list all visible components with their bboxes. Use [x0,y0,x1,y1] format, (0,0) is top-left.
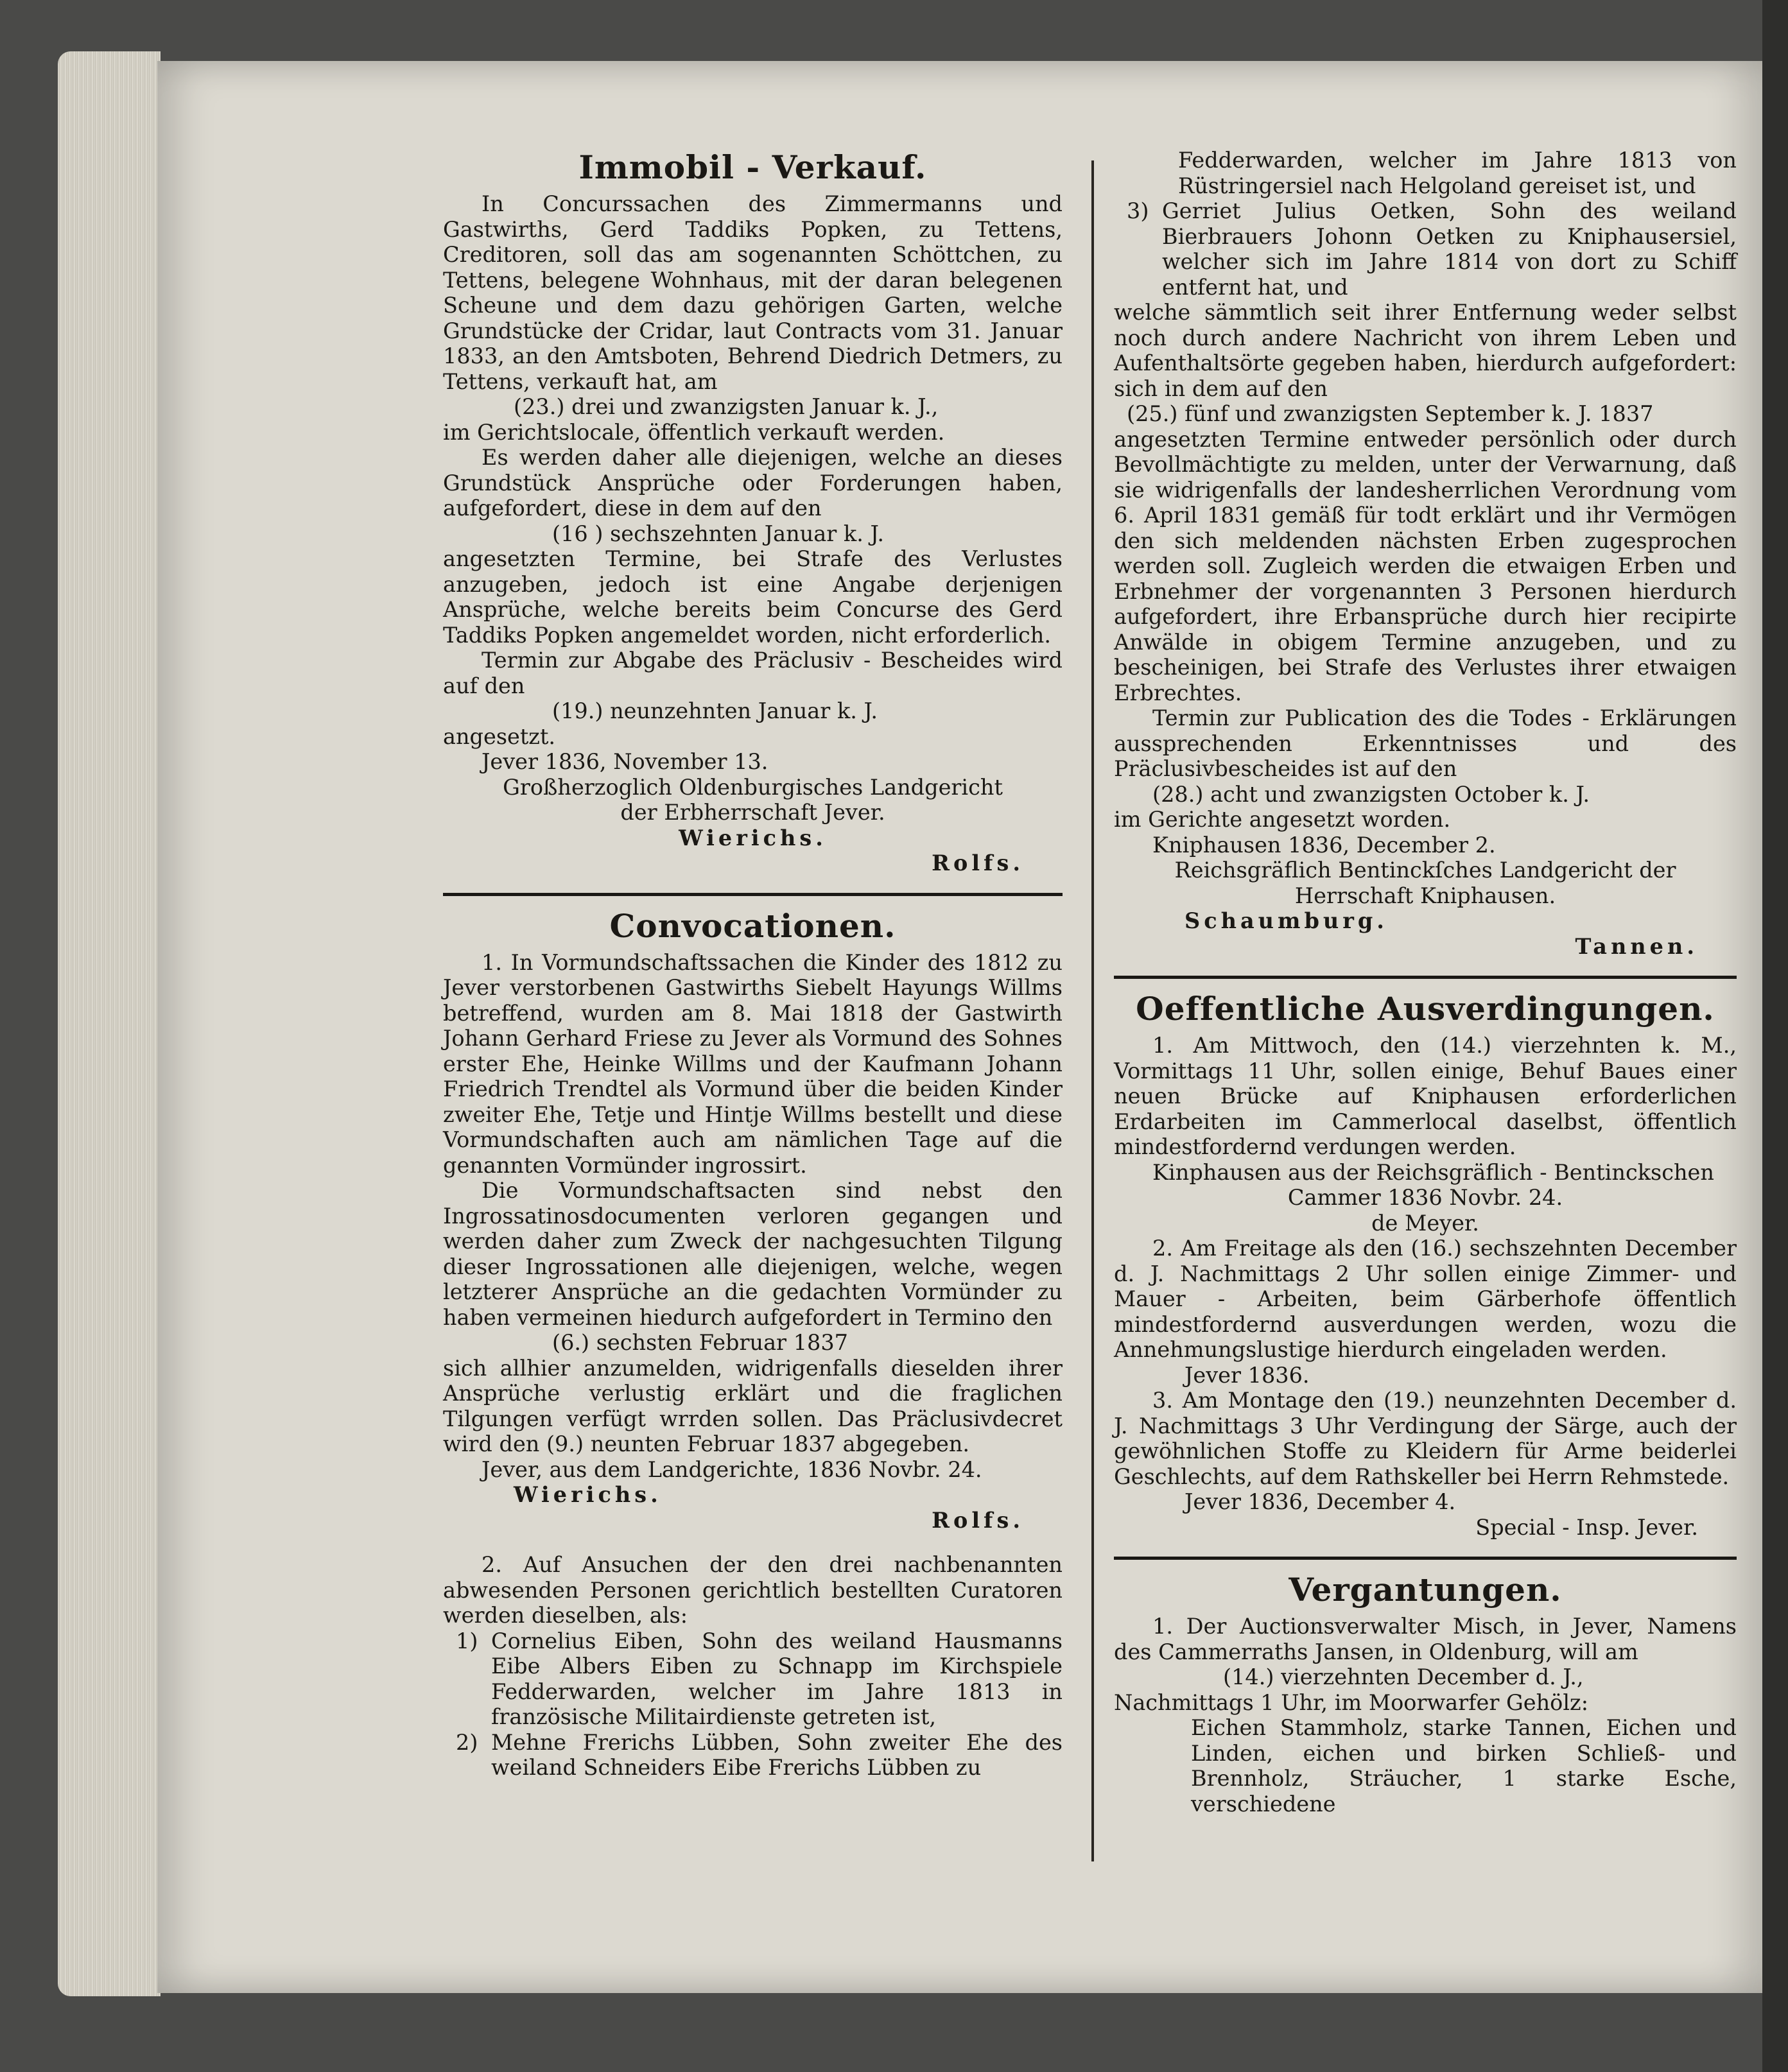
dateline: Kniphausen 1836, December 2. [1152,832,1496,858]
section-rule [443,893,1063,896]
column-divider [1091,160,1094,1861]
paragraph: im Gerichte angesetzt worden. [1114,807,1451,832]
date-line: (28.) acht und zwanzigsten October k. J. [1152,781,1590,807]
paragraph: 1. Der Auctionsverwalter Misch, in Jever, Namens des Cammerraths Jansen, in Oldenburg, will am [1114,1614,1737,1664]
signature: Wierichs. [679,825,827,850]
section-rule [1114,976,1737,979]
paragraph: Termin zur Publication des die Todes - Erklärungen aussprechenden Erkenntnisses und des Präclusivbescheides ist auf den [1114,705,1737,781]
paragraph: 2. Auf Ansuchen der den drei nachbenannten abwesenden Personen gerichtlich bestellten Curatoren werden dieselben, als: [443,1552,1063,1628]
left-column [443,148,1063,1781]
dateline: Jever 1836, December 4. [1185,1489,1456,1514]
court-name: Reichsgräflich Bentinckſches Landgericht der [1174,858,1676,883]
paragraph: 3. Am Montage den (19.) neunzehnten December d. J. Nachmittags 3 Uhr Verdingung der Särge, auch der gewöhnlichen Stoffe zu Kleidern für Arme beiderlei Geschlechts, auf dem Rathskeller bei Herrn Rehmstede. [1114,1388,1737,1489]
paragraph: welche sämmtlich seit ihrer Entfernung weder selbst noch durch andere Nachricht von ihrem Leben und Aufenthaltsörte gegeben haben, hierdurch aufgefordert: sich in dem auf den [1114,300,1737,401]
list-item [443,1730,1063,1781]
paragraph: Nachmittags 1 Uhr, im Moorwarfer Gehölz: [1114,1689,1588,1715]
paragraph: angesetzten Termine, bei Strafe des Verlustes anzugeben, jedoch ist eine Angabe derjenigen Ansprüche, welche bereits beim Concurse des Gerd Taddiks Popken angemeldet worden, nicht erforderlich. [443,546,1063,648]
list-number: 3) [1127,198,1149,223]
right-page-gutter [1762,0,1788,2072]
list-text: Gerriet Julius Oetken, Sohn des weiland Bierbrauers Johonn Oetken zu Kniphausersiel, welcher sich im Jahre 1814 von dort zu Schiff entfernt hat, und [1162,198,1737,300]
paragraph: Fedderwarden, welcher im Jahre 1813 von Rüstringersiel nach Helgoland gereiset ist, und [1178,148,1737,198]
date-line: (6.) sechsten Februar 1837 [552,1330,848,1355]
paragraph: Die Vormundschaftsacten sind nebst den Ingrossatinosdocumenten verloren gegangen und werden daher zum Zweck der nachgesuchten Tilgung dieser Ingrossationen alle diejenigen, welche, wegen letzterer Ansprüche an die gedachten Vormünder zu haben vermeinen hiedurch aufgefordert in Termino den [443,1178,1063,1330]
date-line: (16 ) sechszehnten Januar k. J. [552,521,885,546]
signature: Wierichs. [514,1482,662,1507]
signature: Rolfs. [932,850,1024,876]
paragraph: angesetzt. [443,723,556,749]
list-item [443,1628,1063,1730]
list-text: Cornelius Eiben, Sohn des weiland Hausmanns Eibe Albers Eiben zu Schnapp im Kirchspiele Fedderwarden, welcher im Jahre 1813 in französische Militairdienste getreten ist, [491,1628,1063,1729]
signature: Rolfs. [932,1507,1024,1533]
right-column [1114,148,1737,1817]
page-edges [58,51,161,1996]
list-number: 2) [456,1729,478,1755]
court-name: Herrschaft Kniphausen. [1294,883,1556,908]
paragraph: 1. Am Mittwoch, den (14.) vierzehnten k. M., Vormittags 11 Uhr, sollen einige, Behuf Baues einer neuen Brücke auf Kniphausen erforderlichen Erdarbeiten im Cammerlocal daselbst, öffentlich mindestfordernd verdungen werden. [1114,1033,1737,1159]
date-line: (25.) fünf und zwanzigsten September k. J. 1837 [1127,401,1654,426]
court-name: Großherzoglich Oldenburgisches Landgericht [503,774,1003,800]
place-line: Kinphausen aus der Reichsgräflich - Bentinckschen [1152,1159,1714,1185]
dateline: Jever 1836. [1185,1362,1310,1388]
signature: de Meyer. [1371,1210,1479,1236]
paragraph: Termin zur Abgabe des Präclusiv - Bescheides wird auf den [443,648,1063,698]
dateline: Jever 1836, November 13. [482,749,768,774]
signature: Tannen. [1575,933,1698,959]
paragraph: angesetzten Termine entweder persönlich oder durch Bevollmächtigte zu melden, unter der Verwarnung, daß sie widrigenfalls der landesherrlichen Verordnung vom 6. April 1831 gemäß für todt erklärt und ihr Vermögen den sich meldenden nächsten Erben zugesprochen werden soll. Zugleich werden die etwaigen Erben und Erbnehmer der vorgenannten 3 Personen hierdurch aufgefordert, ihre Erbansprüche durch hier recipirte Anwälde in obigem Termine anzugeben, und zu bescheinigen, bei Strafe des Verlustes ihrer etwaigen Erbrechtes. [1114,426,1737,705]
paragraph: im Gerichtslocale, öffentlich verkauft werden. [443,419,945,445]
list-number: 1) [456,1628,478,1653]
signature: Schaumburg. [1185,908,1388,933]
paragraph: sich allhier anzumelden, widrigenfalls dieselden ihrer Ansprüche verlustig erklärt und die fraglichen Tilgungen verfügt wrrden sollen. Das Präclusivdecret wird den (9.) neunten Februar 1837 abgegeben. [443,1355,1063,1456]
paragraph: 1. In Vormundschaftssachen die Kinder des 1812 zu Jever verstorbenen Gastwirths Siebelt Hayungs Willms betreffend, wurden am 8. Mai 1818 der Gastwirth Johann Gerhard Friese zu Jever als Vormund des Sohnes erster Ehe, Heinke Willms und der Kaufmann Johann Friedrich Trendtel als Vormund über die beiden Kinder zweiter Ehe, Tetje und Hintje Willms bestellt und diese Vormundschaften auch am nämlichen Tage auf die genannten Vormünder ingrossirt. [443,949,1063,1178]
list-item [1114,198,1737,300]
heading-immobil-verkauf: Immobil - Verkauf. [578,148,927,186]
list-text: Mehne Frerichs Lübben, Sohn zweiter Ehe des weiland Schneiders Eibe Frerichs Lübben zu [491,1729,1063,1780]
date-line: (14.) vierzehnten December d. J., [1223,1664,1584,1689]
heading-convocationen: Convocationen. [609,906,896,945]
court-name: der Erbherrschaft Jever. [620,800,885,825]
date-line: (23.) drei und zwanzigsten Januar k. J., [514,394,939,419]
paragraph: Es werden daher alle diejenigen, welche an dieses Grundstück Ansprüche oder Forderungen haben, aufgefordert, diese in dem auf den [443,445,1063,521]
date-line: (19.) neunzehnten Januar k. J. [552,698,878,723]
heading-vergantungen: Vergantungen. [1289,1571,1562,1609]
section-rule [1114,1557,1737,1560]
paragraph: 2. Am Freitage als den (16.) sechszehnten December d. J. Nachmittags 2 Uhr sollen einige Zimmer- und Mauer - Arbeiten, beim Gärberhofe öffentlich mindestfordernd ausverdungen werden, wozu die Annehmungslustige hierdurch eingeladen werden. [1114,1236,1737,1362]
signature: Special - Insp. Jever. [1475,1514,1698,1540]
dateline: Jever, aus dem Landgerichte, 1836 Novbr. 24. [482,1456,982,1482]
heading-ausverdingungen: Oeffentliche Ausverdingungen. [1136,990,1715,1028]
paragraph: In Concurssachen des Zimmermanns und Gastwirths, Gerd Taddiks Popken, zu Tettens, Creditoren, soll das am sogenannten Schöttchen, zu Tettens, belegene Wohnhaus, mit der daran belegenen Scheune und dem dazu gehörigen Garten, welche Grundstücke der Cridar, laut Contracts vom 31. Januar 1833, an den Amtsboten, Behrend Diedrich Detmers, zu Tettens, verkauft hat, am [443,191,1063,394]
place-line: Cammer 1836 Novbr. 24. [1287,1185,1563,1210]
paragraph: Eichen Stammholz, starke Tannen, Eichen und Linden, eichen und birken Schließ- und Brennholz, Sträucher, 1 starke Esche, verschiedene [1191,1715,1737,1817]
